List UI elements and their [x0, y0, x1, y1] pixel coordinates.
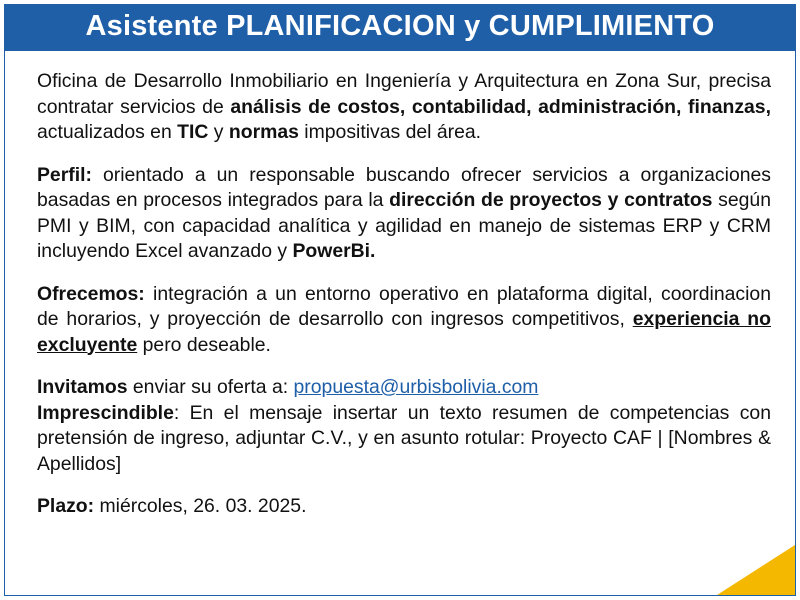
corner-triangle-shape — [717, 545, 795, 595]
offer-text: integración a un entorno operativo en plataforma digital, coordinacion de horarios, y proyección de desarrollo con ingresos competitivos, — [37, 282, 771, 330]
profile-text: orientado a un responsable buscando ofrecer servicios a organizaciones basadas en procesos integrados para la — [37, 163, 771, 211]
intro-normas-bold: normas — [228, 121, 299, 143]
invite-label: Invitamos — [37, 376, 128, 398]
corner-triangle-decoration — [717, 545, 795, 595]
offer-label: Ofrecemos: — [37, 282, 145, 305]
intro-services-bold: análisis de costos, contabilidad, administración, finanzas, — [230, 95, 771, 118]
invite-paragraph — [37, 375, 771, 401]
job-posting-card — [4, 4, 796, 596]
intro-paragraph — [37, 69, 771, 146]
offer-text-2: pero deseable. — [137, 333, 271, 356]
profile-powerbi-bold: PowerBi. — [292, 240, 376, 262]
offer-experience-underlined: experiencia no excluyente — [37, 308, 771, 356]
intro-text: Oficina de Desarrollo Inmobiliario en Ingeniería y Arquitectura en Zona Sur, precisa contratar servicios de — [37, 70, 771, 118]
profile-label: Perfil: — [37, 163, 92, 186]
posting-body — [37, 69, 771, 537]
page-title: Asistente PLANIFICACION y CUMPLIMIENTO — [5, 5, 795, 51]
deadline-label: Plazo: — [37, 495, 95, 517]
invite-text: enviar su oferta a: — [127, 376, 294, 398]
profile-direction-bold: dirección de proyectos y contratos — [389, 189, 713, 211]
requirement-paragraph — [37, 401, 771, 478]
intro-tic-bold: TIC — [177, 121, 209, 143]
intro-text-4: impositivas del área. — [298, 121, 482, 143]
requirement-text: : En el mensaje insertar un texto resumen de competencias con pretensión de ingreso, adjuntar C.V., y en asunto rotular: Proyecto CAF | [Nombres & Apellidos] — [37, 401, 771, 475]
deadline-text: miércoles, 26. 03. 2025. — [94, 495, 307, 517]
intro-text-2: actualizados en — [37, 121, 178, 143]
offer-paragraph — [37, 282, 771, 359]
deadline-paragraph — [37, 494, 771, 520]
profile-paragraph — [37, 163, 771, 265]
intro-text-3: y — [208, 121, 229, 143]
email-link[interactable]: propuesta@urbisbolivia.com — [293, 376, 539, 398]
requirement-label: Imprescindible — [37, 401, 174, 424]
profile-text-2: según PMI y BIM, con capacidad analítica y agilidad en manejo de sistemas ERP y CRM incluyendo Excel avanzado y — [37, 189, 771, 262]
